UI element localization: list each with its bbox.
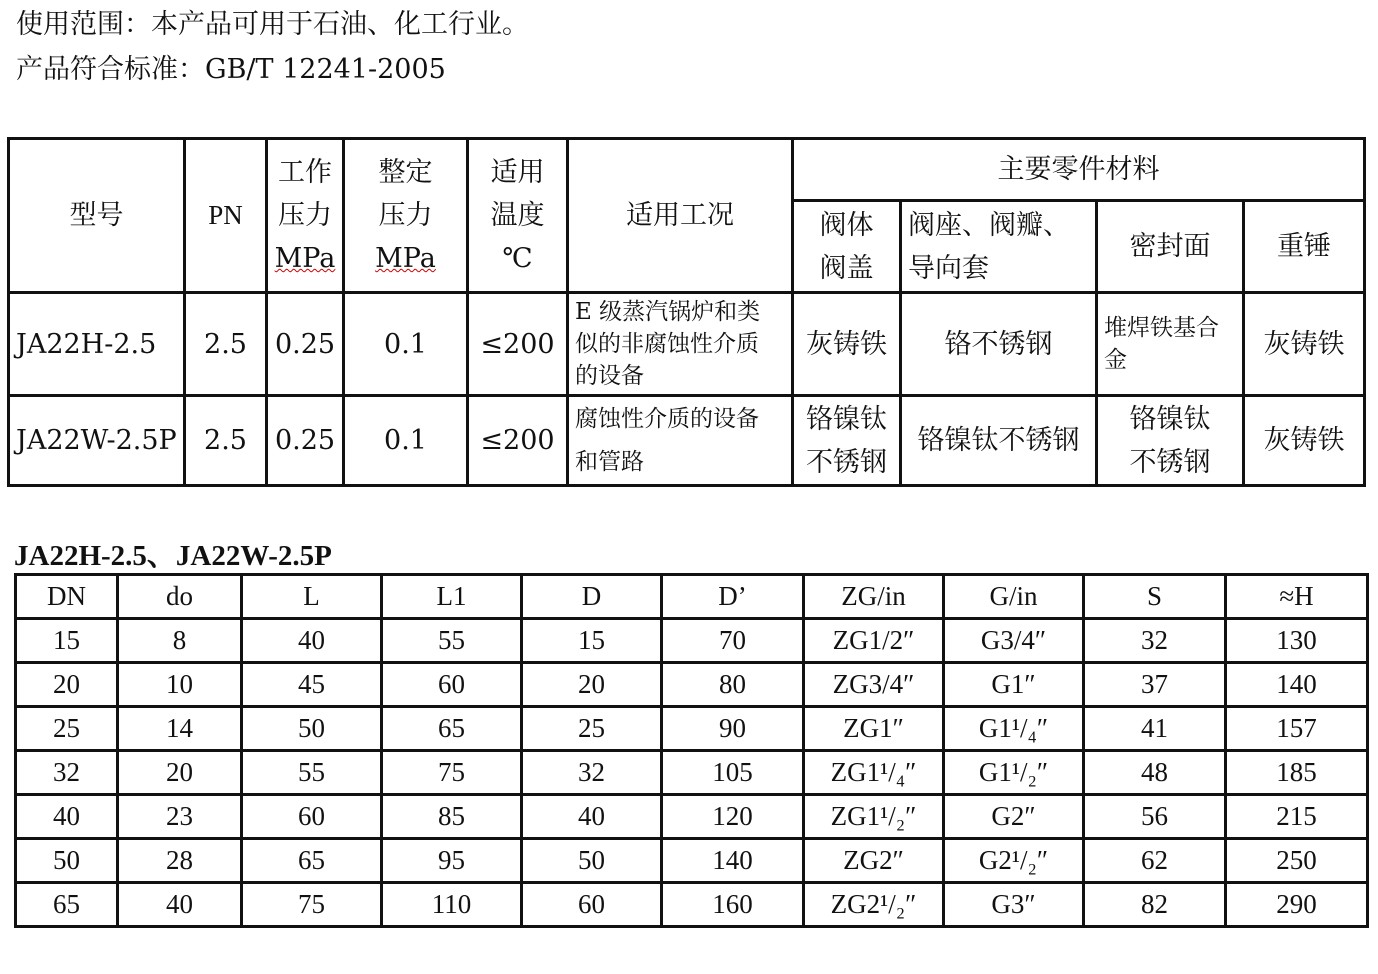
dimension-cell: 32 xyxy=(522,751,662,795)
dimension-table-title: JA22H-2.5、JA22W-2.5P xyxy=(14,540,332,572)
dimension-cell: 140 xyxy=(1226,663,1368,707)
dimension-cell: 160 xyxy=(662,883,804,927)
cell-pn: 2.5 xyxy=(185,293,267,396)
cell-temperature: ≤200 xyxy=(468,396,568,486)
dimension-cell: 40 xyxy=(522,795,662,839)
dimension-cell: 20 xyxy=(522,663,662,707)
dimension-cell: 20 xyxy=(16,663,118,707)
dimension-header-cell: ≈H xyxy=(1226,575,1368,619)
dimension-cell: G1″ xyxy=(944,663,1084,707)
dimension-cell: 80 xyxy=(662,663,804,707)
dimension-cell: 25 xyxy=(16,707,118,751)
dimension-row xyxy=(16,663,1368,707)
dimension-cell: 75 xyxy=(242,883,382,927)
dimension-cell: 65 xyxy=(242,839,382,883)
dimension-cell: G1¹/₄″ xyxy=(944,707,1084,751)
header-temperature: 适用 温度 ℃ xyxy=(468,139,568,293)
header-sealing-face: 密封面 xyxy=(1097,201,1244,293)
dimension-cell: 14 xyxy=(118,707,242,751)
dimension-cell: 28 xyxy=(118,839,242,883)
cell-pn: 2.5 xyxy=(185,396,267,486)
cell-model: JA22H-2.5 xyxy=(9,293,185,396)
dimension-cell: G3″ xyxy=(944,883,1084,927)
dimension-header-cell: DN xyxy=(16,575,118,619)
dimension-cell: 185 xyxy=(1226,751,1368,795)
dimension-row xyxy=(16,619,1368,663)
dimension-header-cell: L xyxy=(242,575,382,619)
dimension-cell: 45 xyxy=(242,663,382,707)
dimension-row xyxy=(16,795,1368,839)
dimension-cell: 10 xyxy=(118,663,242,707)
dimension-cell: ZG2″ xyxy=(804,839,944,883)
dimension-cell: 40 xyxy=(16,795,118,839)
standard-text: 产品符合标准：GB/T 12241-2005 xyxy=(16,54,446,85)
header-seat-disc: 阀座、阀瓣、 导向套 xyxy=(901,201,1097,293)
dimension-cell: 8 xyxy=(118,619,242,663)
dimension-header-cell: L1 xyxy=(382,575,522,619)
dimension-cell: G2″ xyxy=(944,795,1084,839)
dimension-cell: 32 xyxy=(1084,619,1226,663)
header-pn: PN xyxy=(185,139,267,293)
dimension-cell: ZG1″ xyxy=(804,707,944,751)
dimension-cell: 20 xyxy=(118,751,242,795)
usage-scope-text: 使用范围：本产品可用于石油、化工行业。 xyxy=(16,9,529,40)
dimension-cell: 82 xyxy=(1084,883,1226,927)
dimension-cell: 56 xyxy=(1084,795,1226,839)
cell-body: 铬镍钛 不锈钢 xyxy=(793,396,901,486)
cell-work-pressure: 0.25 xyxy=(267,293,344,396)
dimension-cell: G2¹/₂″ xyxy=(944,839,1084,883)
dimension-header-row xyxy=(16,575,1368,619)
dimension-cell: ZG3/4″ xyxy=(804,663,944,707)
dimension-cell: 15 xyxy=(16,619,118,663)
spec-table xyxy=(7,137,1366,487)
dimension-cell: 140 xyxy=(662,839,804,883)
dimension-cell: ZG1¹/₄″ xyxy=(804,751,944,795)
dimension-cell: 110 xyxy=(382,883,522,927)
dimension-cell: 50 xyxy=(522,839,662,883)
dimension-header-cell: D’ xyxy=(662,575,804,619)
dimension-row xyxy=(16,839,1368,883)
dimension-cell: 55 xyxy=(242,751,382,795)
cell-body: 灰铸铁 xyxy=(793,293,901,396)
cell-condition: 腐蚀性介质的设备 和管路 xyxy=(568,396,793,486)
cell-weight: 灰铸铁 xyxy=(1244,293,1365,396)
dimension-cell: ZG1¹/₂″ xyxy=(804,795,944,839)
dimension-cell: ZG2¹/₂″ xyxy=(804,883,944,927)
header-body-bonnet: 阀体 阀盖 xyxy=(793,201,901,293)
dimension-cell: 90 xyxy=(662,707,804,751)
header-work-pressure: 工作 压力 MPa xyxy=(267,139,344,293)
dimension-cell: 41 xyxy=(1084,707,1226,751)
dimension-cell: 120 xyxy=(662,795,804,839)
dimension-cell: 105 xyxy=(662,751,804,795)
dimension-cell: 70 xyxy=(662,619,804,663)
dimension-cell: 95 xyxy=(382,839,522,883)
spec-row xyxy=(9,293,1365,396)
dimension-cell: 60 xyxy=(382,663,522,707)
cell-weight: 灰铸铁 xyxy=(1244,396,1365,486)
dimension-row xyxy=(16,707,1368,751)
dimension-header-cell: do xyxy=(118,575,242,619)
cell-work-pressure: 0.25 xyxy=(267,396,344,486)
dimension-cell: 75 xyxy=(382,751,522,795)
header-materials: 主要零件材料 xyxy=(793,139,1365,201)
dimension-header-cell: S xyxy=(1084,575,1226,619)
dimension-cell: 65 xyxy=(16,883,118,927)
dimension-cell: 50 xyxy=(242,707,382,751)
dimension-cell: 157 xyxy=(1226,707,1368,751)
dimension-cell: 37 xyxy=(1084,663,1226,707)
dimension-cell: 250 xyxy=(1226,839,1368,883)
cell-seal: 铬镍钛 不锈钢 xyxy=(1097,396,1244,486)
dimension-cell: 15 xyxy=(522,619,662,663)
dimension-cell: 32 xyxy=(16,751,118,795)
dimension-cell: 50 xyxy=(16,839,118,883)
dimension-cell: 40 xyxy=(118,883,242,927)
dimension-cell: 23 xyxy=(118,795,242,839)
dimension-header-cell: ZG/in xyxy=(804,575,944,619)
dimension-row xyxy=(16,883,1368,927)
cell-condition: E 级蒸汽锅炉和类 似的非腐蚀性介质 的设备 xyxy=(568,293,793,396)
dimension-cell: 85 xyxy=(382,795,522,839)
dimension-header-cell: G/in xyxy=(944,575,1084,619)
header-model: 型号 xyxy=(9,139,185,293)
header-set-pressure: 整定 压力 MPa xyxy=(344,139,468,293)
cell-temperature: ≤200 xyxy=(468,293,568,396)
dimension-table xyxy=(14,573,1369,928)
dimension-cell: G1¹/₂″ xyxy=(944,751,1084,795)
dimension-cell: ZG1/2″ xyxy=(804,619,944,663)
dimension-row xyxy=(16,751,1368,795)
cell-set-pressure: 0.1 xyxy=(344,396,468,486)
dimension-cell: 60 xyxy=(242,795,382,839)
dimension-cell: 60 xyxy=(522,883,662,927)
cell-seal: 堆焊铁基合 金 xyxy=(1097,293,1244,396)
cell-seat: 铬不锈钢 xyxy=(901,293,1097,396)
dimension-cell: G3/4″ xyxy=(944,619,1084,663)
dimension-header-cell: D xyxy=(522,575,662,619)
header-weight: 重锤 xyxy=(1244,201,1365,293)
dimension-cell: 290 xyxy=(1226,883,1368,927)
dimension-cell: 62 xyxy=(1084,839,1226,883)
dimension-cell: 130 xyxy=(1226,619,1368,663)
cell-set-pressure: 0.1 xyxy=(344,293,468,396)
dimension-cell: 65 xyxy=(382,707,522,751)
cell-model: JA22W-2.5P xyxy=(9,396,185,486)
dimension-cell: 40 xyxy=(242,619,382,663)
spec-header-row-1 xyxy=(9,139,1365,201)
dimension-cell: 48 xyxy=(1084,751,1226,795)
dimension-cell: 25 xyxy=(522,707,662,751)
header-condition: 适用工况 xyxy=(568,139,793,293)
dimension-cell: 55 xyxy=(382,619,522,663)
spec-row xyxy=(9,396,1365,486)
dimension-cell: 215 xyxy=(1226,795,1368,839)
cell-seat: 铬镍钛不锈钢 xyxy=(901,396,1097,486)
